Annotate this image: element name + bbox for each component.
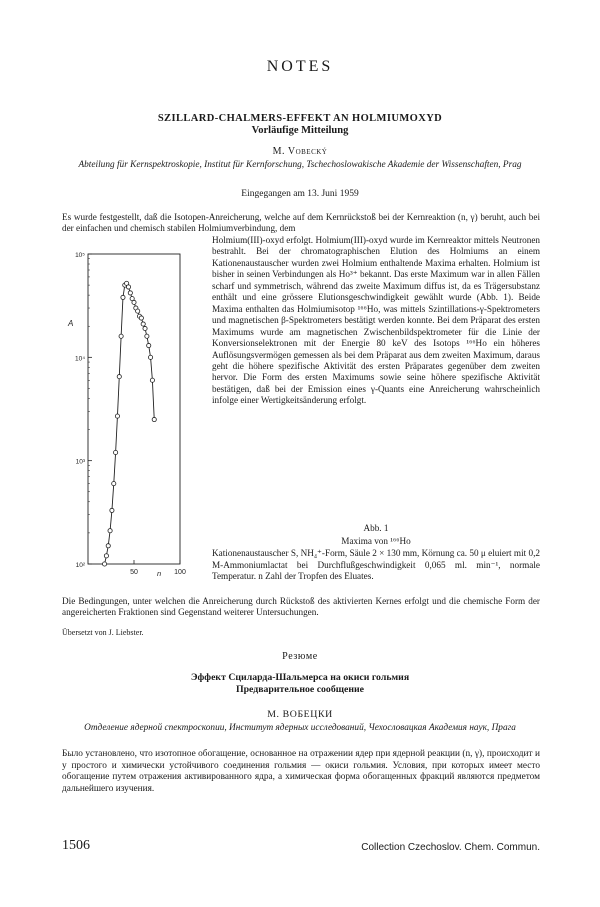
data-point [150, 378, 154, 382]
data-point [145, 334, 149, 338]
data-point [110, 508, 114, 512]
paragraph-main: Holmium(III)-oxyd erfolgt. Holmium(III)-oxyd wurde im Kernreaktor mittels Neutronen bestrahlt. Bei der chromatographischen Elution des Holmiums an einem Kationenaustauscher wurden zwei Holmium enthaltende Maxima erhalten. Holmium ist bisher in seinen Verbindungen als Ho³⁺ bekannt. Das erste Maximum war in allen Fällen scharf und symmetrisch, während das zweite Maximum diffus ist, da es Trägersubstanz enthält und eine grössere Elutionsgeschwindigkeit gewählt wurde (Abb. 1). Beide Maxima enthalten das Holmiumisotop ¹⁶⁶Ho, was mittels Szintillations-γ-Spektrometers und magnetischen β-Spektrometers bestätigt werden konnte. Bei dem Präparat des ersten Maximums wurde am magnetischen Zwischenbildspektrometer für die Linie der Konversionselektronen mit der Energie 80 keV des Isotops ¹⁶⁶Ho ein höheres Auflösungsvermögen gemessen als bei dem Präparat aus dem zweiten Maximum, daraus geht die höhere spezifische Aktivität des ersten Präparates gegenüber dem zweiten hervor. Die Form des ersten Maximums sowie seine höhere spezifische Aktivität bestätigen, daß bei der Emission eines γ-Quants eine Anreicherung wahrscheinlich infolge einer Wertigkeitsänderung erfolgt. [212, 235, 540, 406]
data-point [126, 285, 130, 289]
resume-title-line1: Эффект Сциларда-Шальмерса на окиси гольмия [190, 672, 410, 683]
data-point [147, 343, 151, 347]
data-point [121, 295, 125, 299]
article-affiliation: Abteilung für Kernspektroskopie, Institut für Kernforschung, Tschechoslowakische Akademie der Wissenschaften, Prag [78, 160, 522, 170]
data-point [102, 562, 106, 566]
resume-title [0, 672, 600, 696]
resume-body: Было установлено, что изотопное обогащение, основанное на отражении ядер при ядерной реакции (n, γ), происходит и у простого и химически устойчивого соединения гольмия — окиси гольмия. Условия, при которых имеет место обогащение путем отражения активированного ядра, а химическая форма обогащенных фракций являются предметом дальнейшего изучения. [62, 749, 540, 794]
x-tick-label: 100 [174, 569, 186, 576]
data-point [108, 529, 112, 533]
data-point [139, 316, 143, 320]
page-number: 1506 [62, 838, 90, 853]
elution-chart [62, 246, 210, 586]
resume-author: М. ВОБЕЦКИ [267, 709, 333, 720]
paragraph-conclusion: Die Bedingungen, unter welchen die Anreicherung durch Rückstoß des aktivierten Kernes erfolgt und die chemische Form der angereicherten Fraktionen sind Gegenstand weiterer Untersuchungen. [62, 596, 540, 618]
data-point [114, 450, 118, 454]
figure-caption: Kationenaustauscher S, NH₄⁺-Form, Säule 2 × 130 mm, Körnung ca. 50 μ eluiert mit 0,2 M-Ammoniumlactat bei Durchflußgeschwindigkeit 0,065 ml. min⁻¹, normale Temperatur. n Zahl der Tropfen des Eluates. [212, 548, 540, 581]
article-title: SZILLARD-CHALMERS-EFFEKT AN HOLMIUMOXYD [157, 113, 443, 124]
resume-title-line2: Предварительное сообщение [235, 684, 364, 695]
paragraph-intro: Es wurde festgestellt, daß die Isotopen-Anreicherung, welche auf dem Kernrückstoß bei der Kernreaktion (n, γ) beruht, auch bei der einfachen und chemisch stabilen Holmiumverbindung, dem [62, 212, 540, 234]
received-date: Eingegangen am 13. Juni 1959 [241, 189, 359, 199]
data-point [117, 375, 121, 379]
data-point [104, 554, 108, 558]
y-tick-label: 10⁵ [75, 252, 85, 259]
data-point [128, 291, 132, 295]
x-tick-label: 50 [130, 569, 138, 576]
series-line [105, 283, 155, 564]
article-subtitle: Vorläufige Mitteilung [251, 125, 349, 136]
figure-subtitle: Maxima von ¹⁶⁶Ho [341, 536, 411, 546]
resume-heading: Резюме [282, 651, 318, 662]
data-point [143, 326, 147, 330]
y-tick-label: 10⁴ [74, 355, 85, 363]
data-point [106, 544, 110, 548]
data-point [115, 414, 119, 418]
data-point [148, 355, 152, 359]
figure-label: Abb. 1 [363, 523, 389, 533]
y-axis-label: A [68, 319, 74, 329]
data-point [119, 334, 123, 338]
article-author: M. Vobecký [272, 146, 328, 157]
y-tick-label: 10³ [75, 458, 85, 466]
data-point [152, 417, 156, 421]
data-point [132, 300, 136, 304]
data-point [112, 481, 116, 485]
journal-name: Collection Czechoslov. Chem. Commun. [361, 842, 540, 853]
data-point [141, 322, 145, 326]
resume-affiliation: Отделение ядерной спектроскопии, Институт ядерных исследований, Чехословацкая Академия наук, Прага [84, 723, 516, 733]
data-point [136, 309, 140, 313]
section-heading: NOTES [266, 58, 334, 75]
y-tick-label: 10² [75, 562, 85, 569]
translator-note: Übersetzt von J. Liebster. [62, 628, 144, 637]
x-axis-label: n [157, 569, 162, 578]
